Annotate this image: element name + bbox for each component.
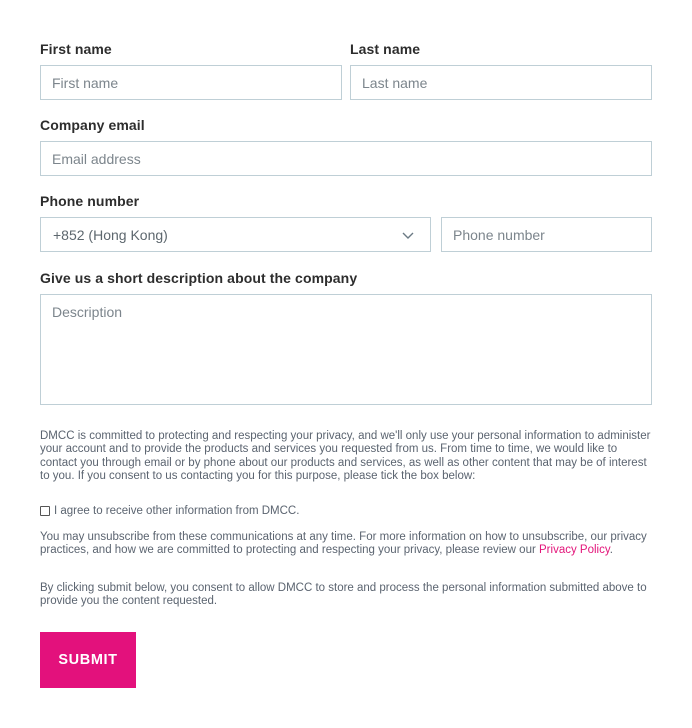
- consent-label[interactable]: I agree to receive other information from DMCC.: [54, 505, 300, 517]
- unsubscribe-text-suffix: .: [609, 544, 613, 557]
- chevron-down-icon[interactable]: [402, 229, 414, 241]
- privacy-intro-text: DMCC is committed to protecting and respecting your privacy, and we'll only use your personal information to administer your account and to provide the products and services you requested from us. From time to time, we would like to contact you through email or by phone about our products and services, as well as other content that may be of interest to you. If you consent to us contacting you for this purpose, please tick the box below:: [40, 430, 651, 482]
- submit-button[interactable]: SUBMIT: [40, 632, 136, 688]
- last-name-label: Last name: [350, 41, 421, 57]
- country-code-select[interactable]: [40, 217, 431, 252]
- last-name-input[interactable]: [350, 65, 652, 100]
- unsubscribe-text-body: You may unsubscribe from these communications at any time. For more information on how to unsubscribe, our privacy practices, and how we are committed to protecting and respecting your privacy, please review our: [40, 531, 647, 557]
- privacy-policy-link[interactable]: Privacy Policy: [539, 544, 610, 557]
- company-email-label: Company email: [40, 117, 145, 133]
- description-textarea[interactable]: [40, 294, 652, 405]
- unsubscribe-text: [40, 531, 654, 558]
- consent-row: [40, 505, 299, 517]
- first-name-input[interactable]: [40, 65, 342, 100]
- description-label: Give us a short description about the company: [40, 270, 358, 286]
- phone-number-input[interactable]: [441, 217, 652, 252]
- storage-consent-text: By clicking submit below, you consent to allow DMCC to store and process the personal information submitted above to provide you the content requested.: [40, 582, 647, 608]
- email-input[interactable]: [40, 141, 652, 176]
- country-code-value: +852 (Hong Kong): [53, 226, 168, 243]
- phone-number-label: Phone number: [40, 193, 140, 209]
- first-name-label: First name: [40, 41, 112, 57]
- consent-checkbox[interactable]: [40, 506, 50, 516]
